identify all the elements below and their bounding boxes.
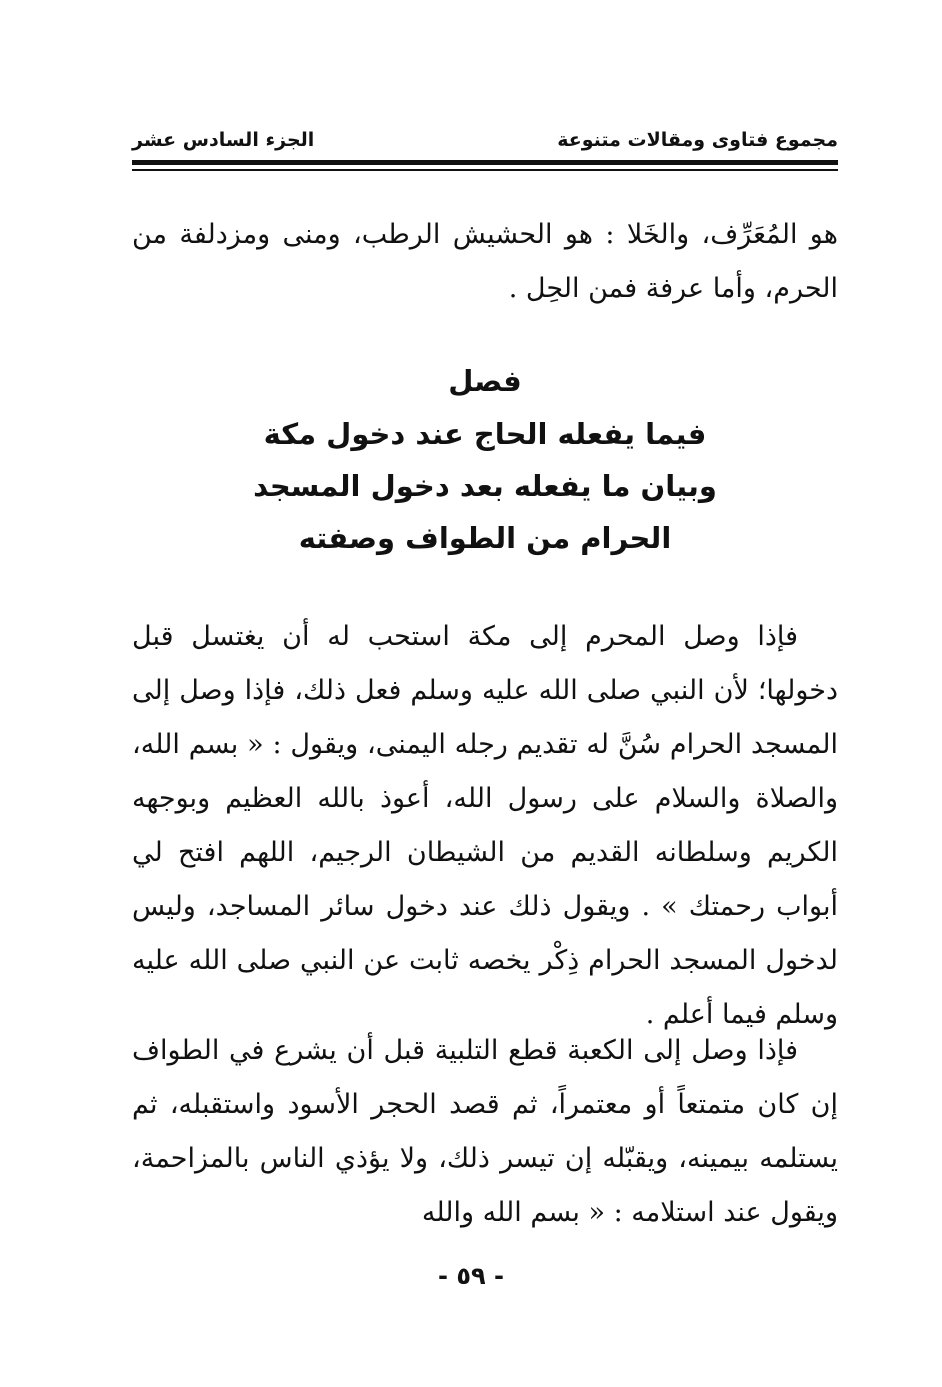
header-rule-thin (132, 169, 838, 171)
section-title-line-2: وبيان ما يفعله بعد دخول المسجد (253, 469, 717, 503)
header-rule-thick (132, 160, 838, 165)
book-title: مجموع فتاوى ومقالات متنوعة (557, 129, 838, 151)
section-title-line-1: فيما يفعله الحاج عند دخول مكة (263, 417, 707, 451)
section-heading (132, 354, 838, 564)
page-number: - ٥٩ - (438, 1262, 504, 1290)
volume-label: الجزء السادس عشر (132, 129, 315, 151)
section-title-line-3: الحرام من الطواف وصفته (298, 521, 672, 555)
body-paragraph-1: فإذا وصل المحرم إلى مكة استحب له أن يغتسل قبل دخولها؛ لأن النبي صلى الله عليه وسلم فعل ذلك، فإذا وصل إلى المسجد الحرام سُنَّ له تقديم رجله اليمنى، ويقول : « بسم الله، والصلاة والسلام على رسول الله، أعوذ بالله العظيم وبوجهه الكريم وسلطانه القديم من الشيطان الرجيم، اللهم افتح لي أبواب رحمتك » . ويقول ذلك عند دخول سائر المساجد، وليس لدخول المسجد الحرام ذِكْر يخصه ثابت عن النبي صلى الله عليه وسلم فيما أعلم . (132, 621, 838, 1030)
section-label: فصل (448, 364, 522, 398)
running-header (132, 124, 838, 156)
body-paragraph-2: فإذا وصل إلى الكعبة قطع التلبية قبل أن يشرع في الطواف إن كان متمتعاً أو معتمراً، ثم قصد الحجر الأسود واستقبله، ثم يستلمه بيمينه، ويقبّله إن تيسر ذلك، ولا يؤذي الناس بالمزاحمة، ويقول عند استلامه : « بسم الله والله (132, 1035, 838, 1228)
intro-paragraph: هو المُعَرِّف، والخَلا : هو الحشيش الرطب، ومنى ومزدلفة من الحرم، وأما عرفة فمن الحِل . (132, 219, 838, 304)
